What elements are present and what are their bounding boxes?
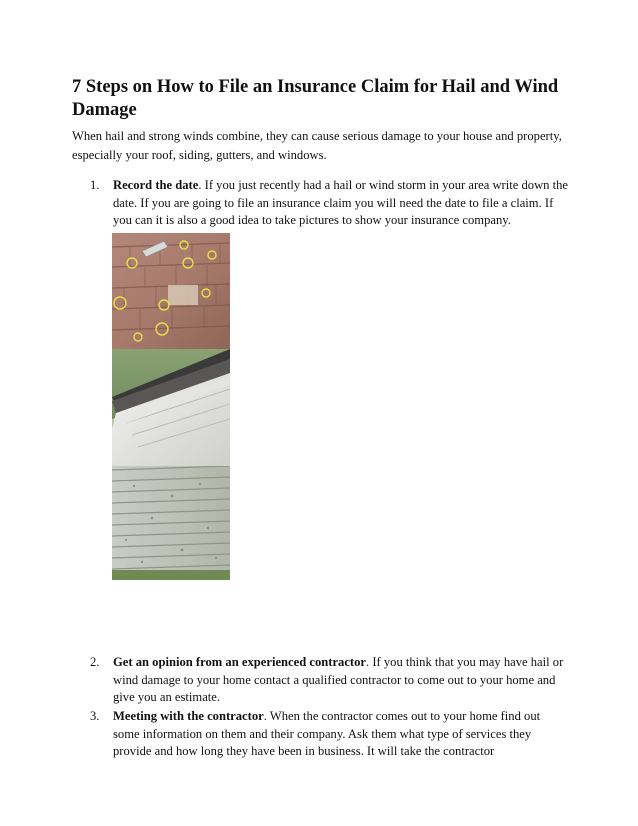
- roof-hail-damage-photo: [112, 233, 230, 349]
- step-body: [113, 654, 568, 707]
- step-number: 2.: [90, 655, 100, 669]
- gutter-damage-photo: [112, 349, 230, 466]
- step-text: . If you just recently had a hail or wind storm in your area write down the date. If you are going to file an insurance claim you will need the date to file a claim. If you can it is also a good idea to take pictures to show your insurance company.: [113, 178, 569, 227]
- intro-paragraph: When hail and strong winds combine, they can cause serious damage to your house and property, especially your roof, siding, gutters, and windows.: [72, 129, 562, 162]
- step-text: . When the contractor comes out to your home find out some information on them and their company. Ask them what type of services they provide and how long they have been in business. It will take the contractor: [113, 709, 541, 758]
- step-number: 3.: [90, 709, 100, 723]
- step-number: 1.: [90, 178, 100, 192]
- step-body: [113, 708, 568, 761]
- step-heading: Meeting with the contractor: [113, 709, 264, 723]
- step-heading: Record the date: [113, 178, 199, 192]
- step-heading: Get an opinion from an experienced contractor: [113, 655, 367, 669]
- step-text: . If you think that you may have hail or wind damage to your home contact a qualified contractor to come out to your home and give you an estimate.: [113, 655, 564, 704]
- siding-damage-photo: [112, 466, 230, 580]
- step-body: [113, 177, 568, 230]
- document-title: 7 Steps on How to File an Insurance Claim for Hail and Wind Damage: [72, 77, 559, 120]
- damage-photos: [112, 233, 230, 580]
